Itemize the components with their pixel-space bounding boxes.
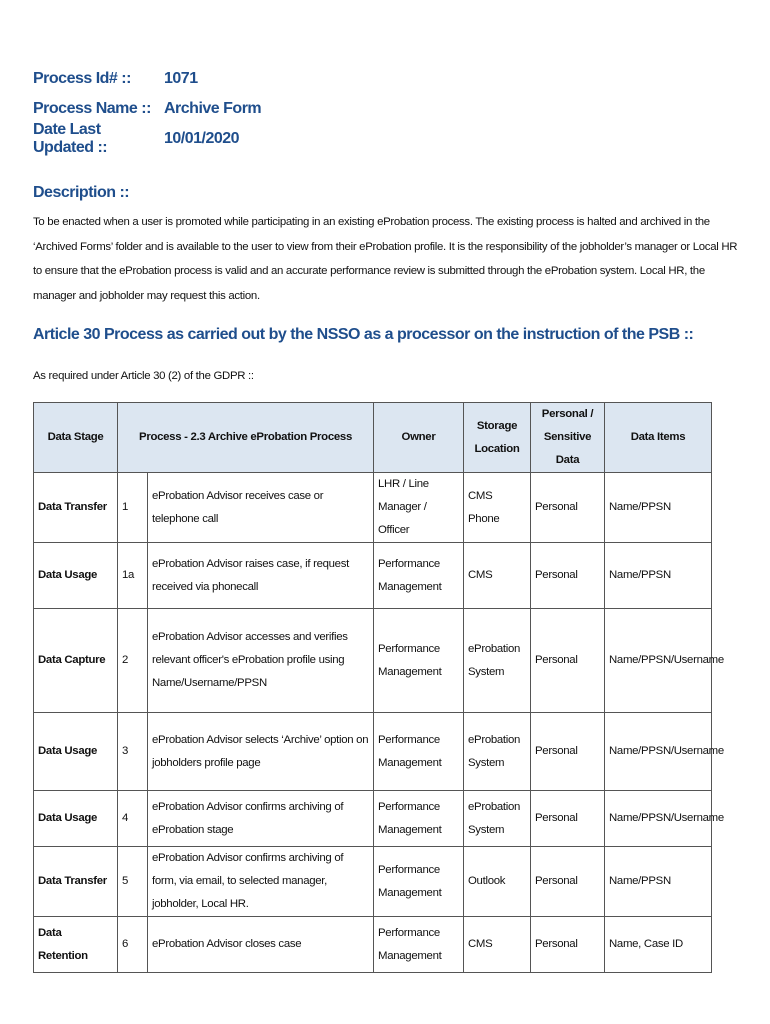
cell-owner: Performance Management	[374, 543, 464, 609]
cell-stage: Data Transfer	[34, 473, 118, 543]
cell-personal: Personal	[531, 713, 605, 791]
header-personal-data: Personal / Sensitive Data	[531, 403, 605, 473]
header-data-items: Data Items	[605, 403, 712, 473]
cell-storage: CMS Phone	[464, 473, 531, 543]
process-meta	[33, 64, 261, 154]
cell-items: Name/PPSN/Username	[605, 609, 712, 713]
cell-items: Name, Case ID	[605, 917, 712, 973]
cell-owner: Performance Management	[374, 791, 464, 847]
cell-owner: Performance Management	[374, 917, 464, 973]
cell-stage: Data Usage	[34, 791, 118, 847]
cell-num: 1	[118, 473, 148, 543]
cell-personal: Personal	[531, 791, 605, 847]
cell-owner: Performance Management	[374, 847, 464, 917]
meta-label: Date Last Updated ::	[33, 121, 108, 156]
cell-stage: Data Retention	[34, 917, 118, 973]
meta-row-process-name	[33, 94, 261, 124]
table-row	[34, 917, 712, 973]
cell-personal: Personal	[531, 473, 605, 543]
table-row	[34, 473, 712, 543]
cell-items: Name/PPSN	[605, 847, 712, 917]
cell-storage: CMS	[464, 917, 531, 973]
cell-process: eProbation Advisor closes case	[148, 917, 374, 973]
cell-items: Name/PPSN	[605, 473, 712, 543]
cell-items: Name/PPSN	[605, 543, 712, 609]
cell-personal: Personal	[531, 543, 605, 609]
meta-row-process-id	[33, 64, 261, 94]
cell-stage: Data Usage	[34, 543, 118, 609]
meta-value: Archive Form	[164, 100, 262, 117]
cell-personal: Personal	[531, 609, 605, 713]
cell-storage: eProbation System	[464, 791, 531, 847]
meta-row-date-updated	[33, 121, 261, 156]
cell-process: eProbation Advisor raises case, if request received via phonecall	[148, 543, 374, 609]
article-note: As required under Article 30 (2) of the GDPR ::	[33, 370, 254, 382]
cell-storage: Outlook	[464, 847, 531, 917]
cell-storage: eProbation System	[464, 609, 531, 713]
cell-num: 1a	[118, 543, 148, 609]
cell-process: eProbation Advisor accesses and verifies relevant officer's eProbation profile using Name/Username/PPSN	[148, 609, 374, 713]
header-storage-location: Storage Location	[464, 403, 531, 473]
meta-label: Process Id# ::	[33, 70, 131, 87]
cell-process: eProbation Advisor confirms archiving of form, via email, to selected manager, jobholder, Local HR.	[148, 847, 374, 917]
cell-owner: LHR / Line Manager / Officer	[374, 473, 464, 543]
cell-num: 5	[118, 847, 148, 917]
article-heading: Article 30 Process as carried out by the NSSO as a processor on the instruction of the PSB ::	[33, 326, 694, 343]
cell-storage: CMS	[464, 543, 531, 609]
table-row	[34, 609, 712, 713]
process-table	[33, 402, 724, 973]
cell-stage: Data Usage	[34, 713, 118, 791]
description-text: To be enacted when a user is promoted while participating in an existing eProbation process. The existing process is halted and archived in the ‘Archived Forms’ folder and is available to the user to view from their eProbation profile. It is the responsibility of the jobholder’s manager or Local HR to ensure that the eProbation process is valid and an accurate performance review is submitted through the eProbation system. Local HR, the manager and jobholder may request this action.	[33, 216, 738, 302]
table-row	[34, 713, 712, 791]
cell-num: 4	[118, 791, 148, 847]
header-process: Process - 2.3 Archive eProbation Process	[118, 403, 374, 473]
meta-label: Process Name ::	[33, 100, 151, 117]
table-row	[34, 847, 712, 917]
table-header-row	[34, 403, 712, 473]
cell-process: eProbation Advisor selects ‘Archive’ option on jobholders profile page	[148, 713, 374, 791]
meta-value: 1071	[164, 70, 198, 87]
cell-personal: Personal	[531, 917, 605, 973]
table-row	[34, 543, 712, 609]
table-row	[34, 791, 712, 847]
cell-storage: eProbation System	[464, 713, 531, 791]
cell-items: Name/PPSN/Username	[605, 791, 712, 847]
meta-value: 10/01/2020	[164, 130, 240, 147]
cell-personal: Personal	[531, 847, 605, 917]
cell-stage: Data Capture	[34, 609, 118, 713]
cell-num: 6	[118, 917, 148, 973]
header-data-stage: Data Stage	[34, 403, 118, 473]
cell-owner: Performance Management	[374, 609, 464, 713]
description-heading: Description ::	[33, 184, 130, 201]
header-owner: Owner	[374, 403, 464, 473]
cell-owner: Performance Management	[374, 713, 464, 791]
cell-num: 2	[118, 609, 148, 713]
cell-items: Name/PPSN/Username	[605, 713, 712, 791]
cell-stage: Data Transfer	[34, 847, 118, 917]
cell-num: 3	[118, 713, 148, 791]
cell-process: eProbation Advisor receives case or telephone call	[148, 473, 374, 543]
cell-process: eProbation Advisor confirms archiving of eProbation stage	[148, 791, 374, 847]
